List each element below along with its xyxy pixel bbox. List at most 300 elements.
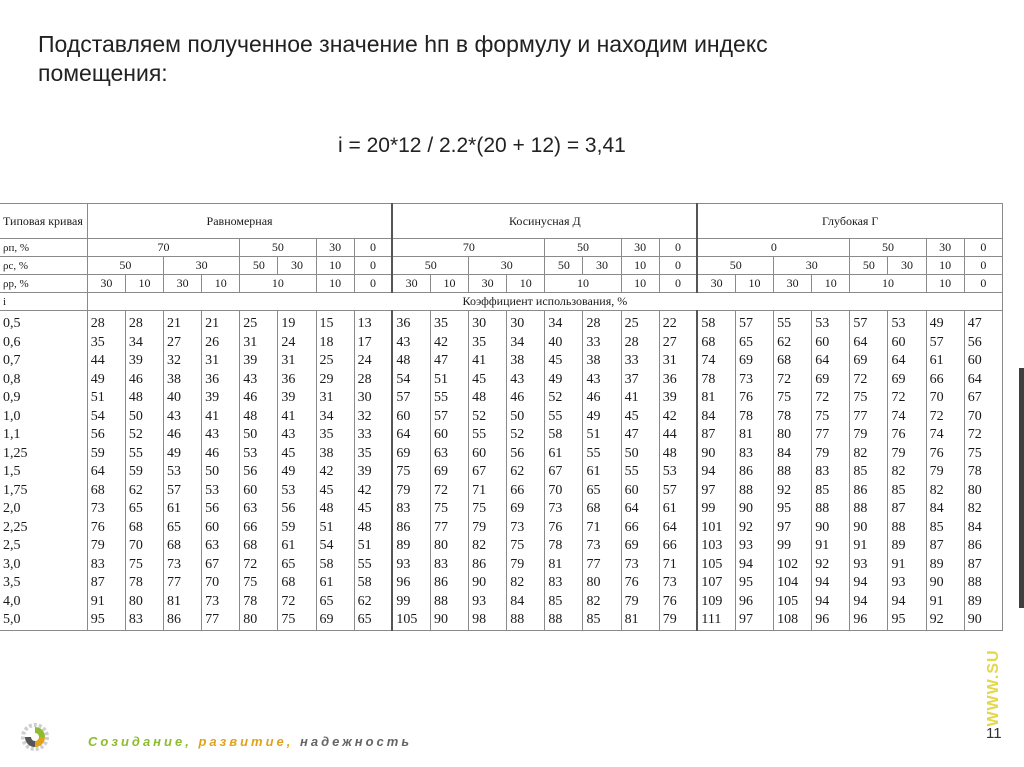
coefficient-cell: 91: [850, 537, 888, 556]
coefficient-cell: 50: [202, 463, 240, 482]
coefficient-cell: 50: [507, 408, 545, 427]
coefficient-cell: 52: [125, 426, 163, 445]
coefficient-cell: 61: [926, 352, 964, 371]
coefficient-cell: 89: [964, 593, 1002, 612]
coefficient-cell: 61: [545, 445, 583, 464]
coefficient-cell: 71: [659, 556, 697, 575]
coefficient-cell: 81: [545, 556, 583, 575]
rho-c-cell: 0: [354, 257, 392, 275]
coefficient-cell: 68: [240, 537, 278, 556]
coefficient-cell: 48: [354, 519, 392, 538]
coefficient-cell: 85: [812, 482, 850, 501]
coefficient-cell: 61: [278, 537, 316, 556]
coefficient-cell: 91: [888, 556, 926, 575]
coefficient-cell: 45: [316, 482, 354, 501]
coefficient-cell: 81: [621, 611, 659, 630]
room-index-formula: i = 20*12 / 2.2*(20 + 12) = 3,41: [338, 134, 626, 157]
coefficient-cell: 18: [316, 334, 354, 353]
coefficient-cell: 94: [697, 463, 735, 482]
coefficient-cell: 68: [697, 334, 735, 353]
coefficient-cell: 73: [87, 500, 125, 519]
coefficient-cell: 36: [659, 371, 697, 390]
coefficient-cell: 70: [926, 389, 964, 408]
coefficient-cell: 78: [697, 371, 735, 390]
coefficient-cell: 38: [316, 445, 354, 464]
room-index-cell: 3,5: [0, 574, 87, 593]
coefficient-cell: 51: [354, 537, 392, 556]
rho-c-cell: 30: [583, 257, 621, 275]
coefficient-cell: 68: [125, 519, 163, 538]
rho-c-cell: 50: [392, 257, 468, 275]
coefficient-cell: 47: [430, 352, 468, 371]
coefficient-cell: 73: [735, 371, 773, 390]
coefficient-cell: 99: [774, 537, 812, 556]
rho-c-cell: 30: [469, 257, 545, 275]
coefficient-cell: 41: [469, 352, 507, 371]
room-index-cell: 0,9: [0, 389, 87, 408]
coefficient-cell: 51: [583, 426, 621, 445]
coefficient-cell: 87: [697, 426, 735, 445]
table-row: [0, 500, 1003, 519]
coefficient-cell: 56: [87, 426, 125, 445]
coefficient-cell: 83: [735, 445, 773, 464]
coefficient-cell: 70: [202, 574, 240, 593]
rho-c-cell: 10: [621, 257, 659, 275]
coefficient-cell: 52: [507, 426, 545, 445]
coefficient-cell: 78: [545, 537, 583, 556]
rho-p-cell: 0: [659, 239, 697, 257]
coefficient-cell: 57: [430, 408, 468, 427]
coefficient-cell: 76: [621, 574, 659, 593]
coefficient-cell: 90: [430, 611, 468, 630]
room-index-cell: 5,0: [0, 611, 87, 630]
coefficient-cell: 42: [316, 463, 354, 482]
rho-c-cell: 10: [316, 257, 354, 275]
coefficient-cell: 74: [888, 408, 926, 427]
coefficient-cell: 96: [850, 611, 888, 630]
coefficient-cell: 77: [812, 426, 850, 445]
company-logo-icon: [20, 722, 50, 752]
coefficient-cell: 93: [888, 574, 926, 593]
coefficient-cell: 53: [240, 445, 278, 464]
room-index-cell: 1,5: [0, 463, 87, 482]
coefficient-cell: 80: [240, 611, 278, 630]
table-header-coefficient-row: [0, 293, 1003, 311]
rho-c-cell: 30: [888, 257, 926, 275]
coefficient-cell: 59: [278, 519, 316, 538]
rho-r-cell: 30: [392, 275, 430, 293]
coefficient-cell: 52: [545, 389, 583, 408]
coefficient-cell: 53: [164, 463, 202, 482]
coefficient-cell: 31: [659, 352, 697, 371]
coefficient-cell: 64: [87, 463, 125, 482]
coefficient-cell: 78: [125, 574, 163, 593]
coefficient-cell: 62: [774, 334, 812, 353]
coefficient-cell: 49: [164, 445, 202, 464]
rho-r-cell: 0: [354, 275, 392, 293]
coefficient-cell: 86: [469, 556, 507, 575]
coefficient-cell: 55: [545, 408, 583, 427]
coefficient-cell: 24: [278, 334, 316, 353]
coefficient-cell: 32: [354, 408, 392, 427]
rho-r-cell: 10: [926, 275, 964, 293]
room-index-cell: 2,5: [0, 537, 87, 556]
coefficient-cell: 80: [583, 574, 621, 593]
rho-p-cell: 70: [392, 239, 545, 257]
coefficient-cell: 95: [87, 611, 125, 630]
coefficient-cell: 34: [316, 408, 354, 427]
rho-r-cell: 10: [850, 275, 926, 293]
coefficient-cell: 92: [812, 556, 850, 575]
coefficient-cell: 48: [125, 389, 163, 408]
coefficient-cell: 43: [202, 426, 240, 445]
coefficient-cell: 34: [125, 334, 163, 353]
rho-r-cell: 10: [545, 275, 621, 293]
coefficient-cell: 33: [583, 334, 621, 353]
coefficient-cell: 95: [888, 611, 926, 630]
coefficient-cell: 60: [621, 482, 659, 501]
coefficient-cell: 35: [469, 334, 507, 353]
rho-p-cell: 70: [87, 239, 240, 257]
coefficient-cell: 90: [697, 445, 735, 464]
rho-p-cell: 50: [545, 239, 621, 257]
coefficient-cell: 67: [469, 463, 507, 482]
rho-p-cell: 0: [354, 239, 392, 257]
coefficient-cell: 62: [125, 482, 163, 501]
coefficient-cell: 43: [507, 371, 545, 390]
coefficient-cell: 72: [850, 371, 888, 390]
coefficient-cell: 69: [392, 445, 430, 464]
coefficient-cell: 95: [774, 500, 812, 519]
coefficient-cell: 35: [430, 311, 468, 334]
coefficient-cell: 46: [202, 445, 240, 464]
coefficient-cell: 21: [164, 311, 202, 334]
table-row: [0, 426, 1003, 445]
coefficient-cell: 56: [964, 334, 1002, 353]
coefficient-cell: 48: [392, 352, 430, 371]
room-index-cell: 0,5: [0, 311, 87, 334]
table-row: [0, 311, 1003, 334]
coefficient-cell: 77: [583, 556, 621, 575]
coefficient-cell: 46: [583, 389, 621, 408]
slide-heading: Подставляем полученное значение hп в формулу и находим индекс помещения:: [38, 31, 768, 86]
coefficient-cell: 69: [735, 352, 773, 371]
coefficient-cell: 65: [164, 519, 202, 538]
coefficient-cell: 75: [507, 537, 545, 556]
coefficient-cell: 74: [697, 352, 735, 371]
coefficient-cell: 64: [392, 426, 430, 445]
coefficient-cell: 88: [812, 500, 850, 519]
rho-r-cell: 10: [125, 275, 163, 293]
coefficient-cell: 79: [392, 482, 430, 501]
coefficient-cell: 45: [621, 408, 659, 427]
rho-c-cell: 30: [278, 257, 316, 275]
slogan-part-2: развитие,: [198, 734, 294, 749]
coefficient-cell: 109: [697, 593, 735, 612]
coefficient-cell: 93: [735, 537, 773, 556]
coefficient-cell: 46: [507, 389, 545, 408]
coefficient-cell: 88: [735, 482, 773, 501]
coefficient-cell: 30: [469, 311, 507, 334]
coefficient-cell: 81: [735, 426, 773, 445]
coefficient-cell: 58: [354, 574, 392, 593]
coefficient-cell: 48: [316, 500, 354, 519]
coefficient-cell: 59: [87, 445, 125, 464]
coefficient-cell: 87: [964, 556, 1002, 575]
rho-c-cell: 0: [964, 257, 1002, 275]
coefficient-cell: 56: [507, 445, 545, 464]
table-row: [0, 408, 1003, 427]
group-deep: Глубокая Г: [697, 204, 1002, 239]
room-index-cell: 1,75: [0, 482, 87, 501]
coefficient-cell: 60: [430, 426, 468, 445]
coefficient-cell: 73: [202, 593, 240, 612]
coefficient-cell: 86: [850, 482, 888, 501]
coefficient-cell: 60: [469, 445, 507, 464]
coefficient-cell: 45: [354, 500, 392, 519]
coefficient-cell: 67: [545, 463, 583, 482]
rho-c-cell: 50: [545, 257, 583, 275]
coefficient-cell: 31: [240, 334, 278, 353]
coefficient-cell: 57: [164, 482, 202, 501]
coefficient-cell: 22: [659, 311, 697, 334]
watermark-text: WWW.SU: [985, 648, 1002, 727]
coefficient-cell: 76: [926, 445, 964, 464]
coefficient-cell: 53: [659, 463, 697, 482]
coefficient-cell: 55: [774, 311, 812, 334]
coefficient-cell: 51: [316, 519, 354, 538]
coefficient-cell: 73: [659, 574, 697, 593]
coefficient-cell: 45: [469, 371, 507, 390]
coefficient-cell: 60: [392, 408, 430, 427]
coefficient-cell: 52: [469, 408, 507, 427]
rho-r-cell: 30: [87, 275, 125, 293]
coefficient-cell: 86: [392, 519, 430, 538]
coefficient-cell: 62: [354, 593, 392, 612]
coefficient-cell: 31: [278, 352, 316, 371]
table-row: [0, 334, 1003, 353]
coefficient-cell: 61: [659, 500, 697, 519]
coefficient-cell: 35: [87, 334, 125, 353]
coefficient-cell: 28: [87, 311, 125, 334]
coefficient-cell: 76: [659, 593, 697, 612]
coefficient-cell: 54: [87, 408, 125, 427]
coefficient-cell: 49: [545, 371, 583, 390]
coefficient-cell: 61: [164, 500, 202, 519]
group-cosine: Косинусная Д: [392, 204, 697, 239]
coefficient-cell: 88: [507, 611, 545, 630]
coefficient-cell: 79: [469, 519, 507, 538]
rho-c-cell: 10: [926, 257, 964, 275]
coefficient-cell: 57: [659, 482, 697, 501]
coefficient-cell: 87: [87, 574, 125, 593]
coefficient-cell: 40: [164, 389, 202, 408]
coefficient-cell: 86: [735, 463, 773, 482]
coefficient-cell: 94: [888, 593, 926, 612]
coefficient-cell: 84: [507, 593, 545, 612]
room-index-cell: 2,25: [0, 519, 87, 538]
table-row: [0, 611, 1003, 630]
coefficient-cell: 67: [202, 556, 240, 575]
coefficient-cell: 84: [697, 408, 735, 427]
coefficient-cell: 93: [469, 593, 507, 612]
table-row: [0, 593, 1003, 612]
coefficient-cell: 56: [202, 500, 240, 519]
page-number: 11: [986, 725, 1002, 742]
coefficient-cell: 77: [202, 611, 240, 630]
coefficient-cell: 56: [240, 463, 278, 482]
coefficient-cell: 43: [583, 371, 621, 390]
coefficient-cell: 94: [812, 593, 850, 612]
coefficient-cell: 87: [888, 500, 926, 519]
coefficient-cell: 97: [774, 519, 812, 538]
coefficient-cell: 82: [850, 445, 888, 464]
room-index-cell: 3,0: [0, 556, 87, 575]
coefficient-cell: 91: [812, 537, 850, 556]
coefficient-cell: 79: [888, 445, 926, 464]
coefficient-cell: 39: [278, 389, 316, 408]
table-header-curve-row: [0, 204, 1003, 239]
coefficient-cell: 74: [926, 426, 964, 445]
room-index-cell: 1,25: [0, 445, 87, 464]
rho-r-cell: 10: [735, 275, 773, 293]
coefficient-cell: 91: [87, 593, 125, 612]
coefficient-cell: 104: [774, 574, 812, 593]
header-rho-c: ρс, %: [0, 257, 87, 275]
side-accent-bar: [1019, 368, 1024, 608]
coefficient-cell: 105: [774, 593, 812, 612]
rho-p-cell: 0: [697, 239, 850, 257]
coefficient-cell: 40: [545, 334, 583, 353]
coefficient-cell: 72: [964, 426, 1002, 445]
coefficient-cell: 49: [87, 371, 125, 390]
coefficient-cell: 89: [926, 556, 964, 575]
coefficient-cell: 27: [659, 334, 697, 353]
coefficient-cell: 58: [697, 311, 735, 334]
coefficient-cell: 96: [392, 574, 430, 593]
coefficient-cell: 36: [202, 371, 240, 390]
coefficient-cell: 82: [964, 500, 1002, 519]
coefficient-cell: 94: [850, 593, 888, 612]
coefficient-cell: 60: [888, 334, 926, 353]
coefficient-cell: 83: [812, 463, 850, 482]
coefficient-cell: 90: [850, 519, 888, 538]
coefficient-cell: 26: [202, 334, 240, 353]
coefficient-cell: 75: [850, 389, 888, 408]
table-row: [0, 537, 1003, 556]
rho-r-cell: 30: [164, 275, 202, 293]
coefficient-cell: 57: [850, 311, 888, 334]
coefficient-cell: 71: [583, 519, 621, 538]
coefficient-cell: 73: [545, 500, 583, 519]
coefficient-cell: 94: [812, 574, 850, 593]
coefficient-cell: 69: [888, 371, 926, 390]
coefficient-cell: 50: [240, 426, 278, 445]
coefficient-cell: 55: [583, 445, 621, 464]
coefficient-cell: 91: [926, 593, 964, 612]
coefficient-cell: 49: [926, 311, 964, 334]
coefficient-cell: 93: [850, 556, 888, 575]
coefficient-cell: 61: [316, 574, 354, 593]
coefficient-cell: 86: [164, 611, 202, 630]
coefficient-cell: 63: [202, 537, 240, 556]
coefficient-cell: 36: [278, 371, 316, 390]
coefficient-cell: 44: [659, 426, 697, 445]
coefficient-cell: 29: [316, 371, 354, 390]
coefficient-cell: 50: [125, 408, 163, 427]
coefficient-cell: 31: [202, 352, 240, 371]
coefficient-cell: 54: [392, 371, 430, 390]
coefficient-cell: 58: [316, 556, 354, 575]
coefficient-cell: 86: [430, 574, 468, 593]
coefficient-cell: 63: [430, 445, 468, 464]
coefficient-cell: 49: [278, 463, 316, 482]
coefficient-cell: 82: [507, 574, 545, 593]
coefficient-cell: 79: [87, 537, 125, 556]
coefficient-cell: 59: [125, 463, 163, 482]
coefficient-cell: 102: [774, 556, 812, 575]
coefficient-cell: 70: [125, 537, 163, 556]
room-index-cell: 4,0: [0, 593, 87, 612]
rho-p-cell: 0: [964, 239, 1002, 257]
coefficient-cell: 21: [202, 311, 240, 334]
coefficient-cell: 55: [469, 426, 507, 445]
coefficient-cell: 90: [926, 574, 964, 593]
coefficient-cell: 83: [545, 574, 583, 593]
coefficient-cell: 57: [926, 334, 964, 353]
coefficient-cell: 25: [621, 311, 659, 334]
coefficient-cell: 79: [507, 556, 545, 575]
coefficient-cell: 69: [430, 463, 468, 482]
coefficient-cell: 41: [621, 389, 659, 408]
coefficient-cell: 77: [430, 519, 468, 538]
coefficient-cell: 28: [621, 334, 659, 353]
slogan-part-3: надежность: [300, 734, 413, 749]
coefficient-cell: 70: [964, 408, 1002, 427]
coefficient-cell: 28: [583, 311, 621, 334]
coefficient-cell: 84: [964, 519, 1002, 538]
rho-r-cell: 0: [659, 275, 697, 293]
coefficient-cell: 83: [125, 611, 163, 630]
table-row: [0, 519, 1003, 538]
coefficient-cell: 65: [316, 593, 354, 612]
coefficient-cell: 99: [697, 500, 735, 519]
coefficient-cell: 69: [621, 537, 659, 556]
coefficient-cell: 78: [964, 463, 1002, 482]
rho-r-cell: 10: [430, 275, 468, 293]
rho-r-cell: 0: [964, 275, 1002, 293]
coefficient-cell: 43: [278, 426, 316, 445]
header-typical-curve: Типовая кривая: [0, 204, 87, 239]
coefficient-cell: 90: [735, 500, 773, 519]
watermark-vertical: [984, 640, 1004, 735]
coefficient-cell: 42: [430, 334, 468, 353]
rho-c-cell: 50: [240, 257, 278, 275]
coefficient-cell: 107: [697, 574, 735, 593]
coefficient-cell: 43: [240, 371, 278, 390]
coefficient-cell: 35: [316, 426, 354, 445]
coefficient-cell: 39: [125, 352, 163, 371]
coefficient-cell: 80: [125, 593, 163, 612]
coefficient-cell: 75: [240, 574, 278, 593]
coefficient-cell: 99: [392, 593, 430, 612]
coefficient-cell: 82: [888, 463, 926, 482]
coefficient-cell: 45: [278, 445, 316, 464]
coefficient-cell: 13: [354, 311, 392, 334]
coefficient-cell: 64: [888, 352, 926, 371]
coefficient-cell: 41: [278, 408, 316, 427]
coefficient-cell: 41: [202, 408, 240, 427]
